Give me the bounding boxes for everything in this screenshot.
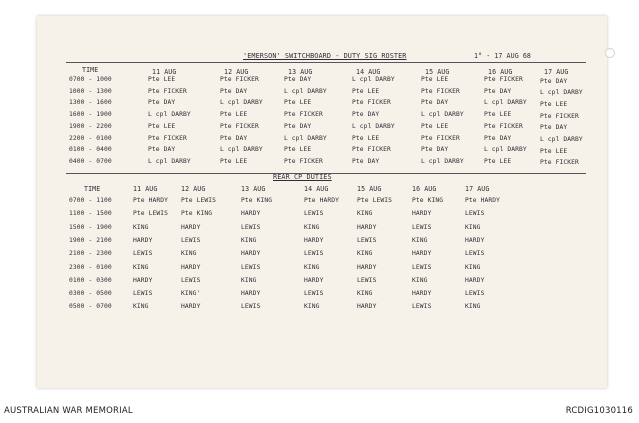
rear-cell: HARDY: [465, 276, 485, 284]
roster-cell: Pte FICKER: [284, 157, 323, 165]
rear-cell: HARDY: [357, 263, 377, 271]
roster-cell: L cpl DARBY: [284, 134, 327, 142]
rear-cell: KING': [181, 290, 201, 298]
rear-day-header: 14 AUG: [304, 185, 329, 193]
roster-time-slot: 1600 - 1900: [69, 111, 112, 119]
rear-cell: LEWIS: [304, 290, 324, 298]
rear-cell: HARDY: [357, 303, 377, 311]
rear-cell: KING: [133, 303, 149, 311]
rear-cell: HARDY: [412, 290, 432, 298]
rear-cell: KING: [465, 303, 481, 311]
roster-cell: Pte DAY: [484, 134, 512, 142]
roster-date-range: 1° - 17 AUG 68: [474, 52, 531, 60]
rear-cell: Pte HARDY: [465, 197, 501, 204]
roster-day-header: 16 AUG: [488, 68, 513, 76]
rear-cell: KING: [133, 263, 149, 271]
roster-cell: Pte LEE: [421, 76, 449, 83]
roster-cell: Pte LEE: [540, 100, 568, 108]
rear-cp-title: REAR CP DUTIES: [273, 173, 332, 181]
roster-cell: Pte DAY: [148, 99, 176, 107]
roster-cell: L cpl DARBY: [421, 157, 464, 165]
rear-cell: KING: [304, 223, 320, 231]
roster-cell: Pte DAY: [284, 122, 312, 130]
roster-top-rule: [66, 62, 586, 63]
roster-cell: Pte DAY: [540, 124, 568, 132]
rear-cell: LEWIS: [304, 250, 324, 258]
roster-cell: Pte DAY: [284, 76, 312, 83]
roster-cell: Pte FICKER: [148, 134, 187, 142]
roster-time-slot: 2200 - 0100: [69, 134, 112, 142]
rear-cell: KING: [412, 276, 428, 284]
rear-cell: LEWIS: [465, 210, 485, 218]
roster-cell: Pte LEE: [220, 157, 248, 165]
roster-cell: Pte DAY: [421, 146, 449, 154]
rear-time-slot: 0300 - 0500: [69, 290, 112, 298]
rear-cell: HARDY: [412, 250, 432, 258]
rear-cell: LEWIS: [181, 236, 201, 244]
rear-time-slot: 0500 - 0700: [69, 303, 112, 311]
footer-record-id: RCDIG1030116: [565, 406, 633, 416]
rear-cell: Pte KING: [241, 197, 273, 204]
footer-credit: AUSTRALIAN WAR MEMORIAL: [4, 406, 133, 416]
roster-cell: L cpl DARBY: [352, 122, 395, 130]
rear-cell: KING: [133, 223, 149, 231]
roster-cell: Pte FICKER: [284, 111, 323, 119]
roster-day-header: 12 AUG: [224, 68, 249, 76]
roster-cell: L cpl DARBY: [284, 87, 327, 95]
rear-time-slot: 1900 - 2100: [69, 236, 112, 244]
roster-cell: Pte LEE: [284, 99, 312, 107]
rear-cell: KING: [241, 236, 257, 244]
roster-cell: Pte FICKER: [540, 159, 579, 167]
rear-time-slot: 2100 - 2300: [69, 250, 112, 258]
roster-cell: Pte DAY: [352, 157, 380, 165]
roster-cell: Pte DAY: [220, 134, 248, 142]
rear-time-slot: 0100 - 0300: [69, 276, 112, 284]
rear-cell: LEWIS: [357, 276, 377, 284]
roster-cell: Pte FICKER: [148, 87, 187, 95]
roster-cell: Pte FICKER: [352, 99, 391, 107]
roster-cell: Pte FICKER: [540, 112, 579, 120]
rear-cell: LEWIS: [241, 263, 261, 271]
rear-cell: LEWIS: [304, 210, 324, 218]
rear-cell: LEWIS: [133, 250, 153, 258]
roster-cell: L cpl DARBY: [540, 136, 583, 143]
roster-cell: Pte LEE: [284, 146, 312, 154]
rear-cell: LEWIS: [241, 223, 261, 231]
rear-cell: KING: [304, 263, 320, 271]
roster-cell: Pte FICKER: [220, 122, 259, 130]
roster-title: 'EMERSON' SWITCHBOARD - DUTY SIG ROSTER: [243, 52, 407, 60]
roster-cell: L cpl DARBY: [484, 99, 527, 107]
roster-cell: Pte LEE: [484, 111, 512, 119]
roster-cell: Pte LEE: [421, 122, 449, 130]
rear-cell: KING: [357, 210, 373, 218]
rear-cell: KING: [241, 276, 257, 284]
roster-cell: Pte DAY: [148, 146, 176, 154]
roster-cell: Pte LEE: [540, 147, 568, 155]
rear-cell: LEWIS: [412, 263, 432, 271]
roster-cell: Pte DAY: [421, 99, 449, 107]
roster-cell: Pte LEE: [220, 111, 248, 119]
roster-cell: L cpl DARBY: [220, 146, 263, 154]
rear-cell: KING: [357, 250, 373, 258]
rear-time-slot: 0700 - 1100: [69, 197, 112, 204]
rear-cell: HARDY: [241, 290, 261, 298]
rear-cell: LEWIS: [465, 250, 485, 258]
rear-cell: HARDY: [133, 236, 153, 244]
rear-cell: KING: [465, 223, 481, 231]
roster-day-header: 15 AUG: [425, 68, 450, 76]
roster-cell: Pte FICKER: [484, 122, 523, 130]
rear-cell: HARDY: [304, 236, 324, 244]
rear-cell: LEWIS: [412, 223, 432, 231]
roster-time-header: TIME: [82, 66, 99, 74]
rear-cell: HARDY: [181, 263, 201, 271]
rear-cell: Pte HARDY: [304, 197, 340, 204]
rear-cell: HARDY: [181, 303, 201, 311]
roster-cell: Pte FICKER: [421, 87, 460, 95]
rear-cell: KING: [304, 303, 320, 311]
roster-cell: Pte LEE: [352, 134, 380, 142]
roster-cell: L cpl DARBY: [421, 111, 464, 119]
rear-cell: KING: [465, 263, 481, 271]
rear-time-slot: 1500 - 1900: [69, 223, 112, 231]
rear-cell: LEWIS: [241, 303, 261, 311]
roster-day-header: 11 AUG: [152, 68, 177, 76]
rear-cell: KING: [181, 250, 197, 258]
rear-cell: Pte LEWIS: [181, 197, 217, 204]
roster-cell: L cpl DARBY: [148, 157, 191, 165]
rear-time-slot: 1100 - 1500: [69, 210, 112, 218]
roster-cell: L cpl DARBY: [540, 89, 583, 97]
rear-cell: LEWIS: [465, 290, 485, 298]
rear-cell: HARDY: [465, 236, 485, 244]
rear-cell: HARDY: [357, 223, 377, 231]
rear-time-header: TIME: [84, 185, 101, 193]
rear-cell: Pte LEWIS: [133, 210, 169, 218]
rear-cell: Pte KING: [412, 197, 444, 204]
roster-cell: Pte FICKER: [352, 146, 391, 154]
roster-day-header: 14 AUG: [356, 68, 381, 76]
rear-cell: Pte LEWIS: [357, 197, 393, 204]
roster-cell: Pte FICKER: [220, 76, 259, 83]
rear-day-header: 15 AUG: [357, 185, 382, 193]
roster-cell: Pte FICKER: [421, 134, 460, 142]
roster-cell: L cpl DARBY: [220, 99, 263, 107]
roster-cell: Pte LEE: [484, 157, 512, 165]
rear-cell: HARDY: [304, 276, 324, 284]
rear-cell: LEWIS: [133, 290, 153, 298]
roster-time-slot: 0400 - 0700: [69, 157, 112, 165]
roster-cell: L cpl DARBY: [148, 111, 191, 119]
rear-day-header: 16 AUG: [412, 185, 437, 193]
rear-cell: HARDY: [133, 276, 153, 284]
rear-time-slot: 2300 - 0100: [69, 263, 112, 271]
roster-cell: Pte LEE: [352, 87, 380, 95]
rear-cell: LEWIS: [357, 236, 377, 244]
rear-day-header: 11 AUG: [133, 185, 158, 193]
rear-cell: KING: [357, 290, 373, 298]
roster-cell: Pte DAY: [484, 87, 512, 95]
roster-cell: Pte LEE: [148, 76, 176, 83]
roster-day-header: 13 AUG: [288, 68, 313, 76]
roster-time-slot: 0700 - 1000: [69, 76, 112, 83]
punch-hole: [605, 48, 615, 58]
rear-cell: HARDY: [181, 223, 201, 231]
roster-cell: L cpl DARBY: [484, 146, 527, 154]
roster-cell: Pte LEE: [148, 122, 176, 130]
rear-cell: HARDY: [241, 250, 261, 258]
roster-cell: Pte DAY: [540, 77, 568, 85]
rear-day-header: 13 AUG: [241, 185, 266, 193]
rear-day-header: 17 AUG: [465, 185, 490, 193]
roster-cell: L cpl DARBY: [352, 76, 395, 83]
roster-cell: Pte DAY: [352, 111, 380, 119]
rear-cell: LEWIS: [412, 303, 432, 311]
rear-day-header: 12 AUG: [181, 185, 206, 193]
roster-time-slot: 1300 - 1600: [69, 99, 112, 107]
rear-cell: Pte HARDY: [133, 197, 169, 204]
rear-cell: LEWIS: [181, 276, 201, 284]
rear-cell: HARDY: [241, 210, 261, 218]
rear-cell: KING: [412, 236, 428, 244]
roster-cell: Pte FICKER: [484, 76, 523, 83]
roster-time-slot: 0100 - 0400: [69, 146, 112, 154]
roster-cell: Pte DAY: [220, 87, 248, 95]
roster-day-header: 17 AUG: [544, 68, 569, 76]
rear-cell: Pte KING: [181, 210, 213, 218]
rear-cell: HARDY: [412, 210, 432, 218]
roster-time-slot: 1900 - 2200: [69, 122, 112, 130]
roster-time-slot: 1000 - 1300: [69, 87, 112, 95]
